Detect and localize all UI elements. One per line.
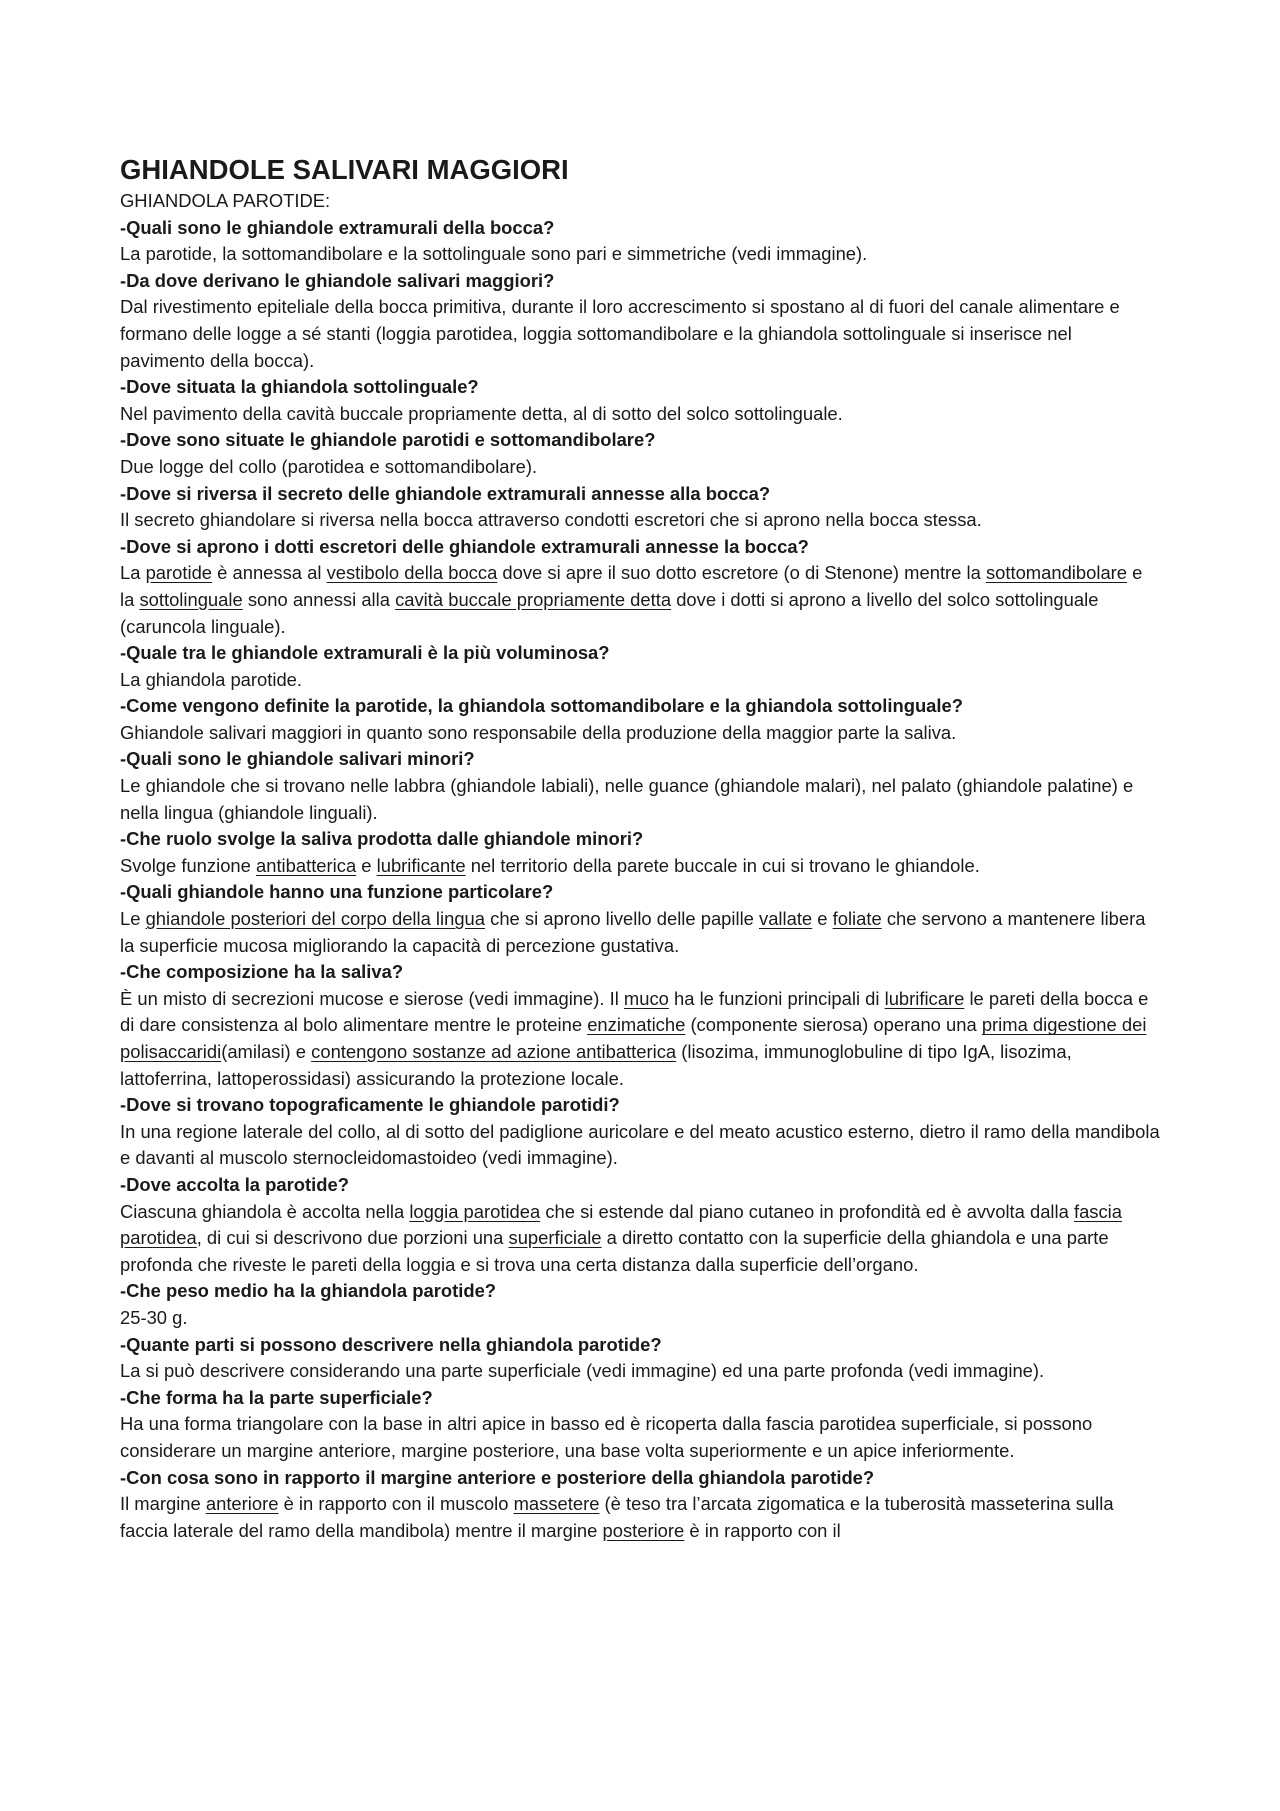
underlined-term: massetere (513, 1493, 600, 1515)
answer-text: nel territorio della parete buccale in cui si trovano le ghiandole. (465, 854, 980, 876)
question: -Dove si trovano topograficamente le ghiandole parotidi? (120, 1094, 620, 1116)
underlined-term: posteriore (602, 1519, 685, 1541)
answer-text: è in rapporto con il muscolo (278, 1493, 514, 1515)
answer-text: che si aprono livello delle papille (485, 908, 759, 930)
answer (120, 454, 1160, 481)
answer-text: (lisozima, immunoglobuline di tipo IgA, lisozima, lattoferrina, lattoperossidasi) assicurando la protezione locale. (120, 1041, 1072, 1089)
question: -Quali ghiandole hanno una funzione particolare? (120, 881, 554, 903)
answer-text: è in rapporto con il (684, 1519, 841, 1541)
answer-text: (amilasi) e (221, 1041, 312, 1062)
answer-text: e (812, 908, 833, 930)
underlined-term: antibatterica (255, 854, 357, 876)
answer-text: Ghiandole salivari maggiori in quanto sono responsabile della produzione della maggior parte la saliva. (120, 721, 957, 743)
question: -Quante parti si possono descrivere nella ghiandola parotide? (120, 1333, 662, 1355)
section-subtitle: GHIANDOLA PAROTIDE: (120, 190, 331, 211)
answer-text: Il secreto ghiandolare si riversa nella bocca attraverso condotti escretori che si aprono nella bocca stessa. (120, 509, 982, 531)
question: -Con cosa sono in rapporto il margine anteriore e posteriore della ghiandola parotide? (120, 1466, 875, 1488)
answer-text: sono annessi alla (242, 588, 396, 610)
answer-text: Due logge del collo (parotidea e sottomandibolare). (120, 455, 538, 477)
qa-list (120, 215, 1160, 1545)
answer-text: Ciascuna ghiandola è accolta nella (120, 1200, 410, 1222)
underlined-term: loggia parotidea (409, 1200, 541, 1222)
answer-text: In una regione laterale del collo, al di sotto del padiglione auricolare e del meato acustico esterno, dietro il ramo della mandibola e davanti al muscolo sternocleidomastoideo (vedi immagine). (120, 1120, 1160, 1169)
underlined-term: vallate (759, 908, 813, 930)
answer (120, 1119, 1160, 1172)
document-page (120, 152, 1160, 1544)
answer (120, 1305, 1160, 1332)
answer-text: È un misto di secrezioni mucose e sierose (vedi immagine). Il (120, 987, 624, 1009)
answer (120, 507, 1160, 534)
underlined-term: enzimatiche (587, 1014, 686, 1036)
answer-text: (componente sierosa) operano una (685, 1014, 982, 1036)
answer-text: e la (120, 562, 1143, 610)
underlined-term: lubrificante (376, 854, 466, 876)
answer-text: Le (120, 908, 146, 930)
question: -Che forma ha la parte superficiale? (120, 1386, 433, 1408)
answer (120, 906, 1160, 959)
answer (120, 853, 1160, 880)
question: -Dove sono situate le ghiandole parotidi e sottomandibolare? (120, 429, 656, 451)
underlined-term: foliate (832, 908, 882, 930)
underlined-term: parotide (145, 562, 213, 584)
question: -Dove accolta la parotide? (120, 1173, 349, 1195)
answer-text: , di cui si descrivono due porzioni una (196, 1227, 509, 1249)
answer-text: a diretto contatto con la superficie della ghiandola e una parte profonda che riveste le pareti della loggia e si trova una certa distanza dalla superficie dell’organo. (120, 1227, 1109, 1275)
answer-text: Nel pavimento della cavità buccale propriamente detta, al di sotto del solco sottolinguale. (120, 402, 843, 424)
question: -Quali sono le ghiandole extramurali della bocca? (120, 216, 555, 238)
underlined-term: muco (623, 987, 669, 1009)
answer-text: 25-30 g. (120, 1306, 188, 1328)
answer-text: Le ghiandole che si trovano nelle labbra (ghiandole labiali), nelle guance (ghiandole malari), nel palato (ghiandole palatine) e nella lingua (ghiandole linguali). (120, 775, 1134, 823)
answer-text: e (356, 854, 377, 876)
answer-text: le pareti della bocca e di dare consistenza al bolo alimentare mentre le proteine (120, 987, 1149, 1036)
question: -Come vengono definite la parotide, la ghiandola sottomandibolare e la ghiandola sottolinguale? (120, 695, 963, 717)
answer-text: è annessa al (212, 562, 327, 584)
underlined-term: vestibolo della bocca (326, 562, 498, 584)
underlined-term: fascia parotidea (120, 1200, 1122, 1249)
answer (120, 667, 1160, 694)
question: -Da dove derivano le ghiandole salivari maggiori? (120, 269, 555, 291)
underlined-term: ghiandole posteriori del corpo della lingua (145, 908, 486, 930)
underlined-term: anteriore (205, 1493, 279, 1515)
question: -Che peso medio ha la ghiandola parotide? (120, 1280, 497, 1302)
page-title: GHIANDOLE SALIVARI MAGGIORI (120, 154, 569, 185)
underlined-term: contengono sostanze ad azione antibatterica (311, 1041, 677, 1062)
question: -Dove si aprono i dotti escretori delle ghiandole extramurali annesse la bocca? (120, 535, 809, 557)
answer (120, 401, 1160, 428)
underlined-term: sottolinguale (139, 588, 243, 610)
answer-text: Ha una forma triangolare con la base in altri apice in basso ed è ricoperta dalla fascia parotidea superficiale, si possono considerare un margine anteriore, margine posteriore, una base volta superiormente e un apice inferiormente. (120, 1413, 1093, 1461)
answer-text: La ghiandola parotide. (120, 668, 303, 690)
question: -Quali sono le ghiandole salivari minori? (120, 748, 475, 770)
question: -Dove situata la ghiandola sottolinguale? (120, 376, 479, 398)
answer (120, 241, 1160, 268)
question: -Che composizione ha la saliva? (120, 961, 404, 983)
underlined-term: prima digestione dei polisaccaridi (120, 1014, 1147, 1062)
underlined-term: cavità buccale propriamente detta (395, 588, 672, 610)
answer (120, 1358, 1160, 1385)
answer-text: Svolge funzione (120, 854, 256, 876)
underlined-term: superficiale (508, 1227, 602, 1249)
answer-text: (è teso tra l’arcata zigomatica e la tuberosità masseterina sulla faccia laterale del ramo della mandibola) mentre il margine (120, 1493, 1114, 1541)
answer-text: che servono a mantenere libera la superficie mucosa migliorando la capacità di percezione gustativa. (120, 908, 1146, 956)
answer (120, 294, 1160, 374)
answer-text: La parotide, la sottomandibolare e la sottolinguale sono pari e simmetriche (vedi immagine). (120, 243, 868, 265)
answer (120, 720, 1160, 747)
answer (120, 986, 1160, 1092)
answer-text: Il margine (120, 1493, 206, 1515)
answer (120, 773, 1160, 826)
answer (120, 560, 1160, 640)
question: -Che ruolo svolge la saliva prodotta dalle ghiandole minori? (120, 828, 644, 850)
answer (120, 1411, 1160, 1464)
question: -Dove si riversa il secreto delle ghiandole extramurali annesse alla bocca? (120, 482, 771, 504)
answer-text: Dal rivestimento epiteliale della bocca primitiva, durante il loro accrescimento si spostano al di fuori del canale alimentare e formano delle logge a sé stanti (loggia parotidea, loggia sottomandibolare e la ghiandola sottolinguale si inserisce nel pavimento della bocca). (120, 296, 1120, 371)
underlined-term: lubrificare (884, 987, 965, 1009)
underlined-term: sottomandibolare (985, 562, 1128, 584)
answer-text: ha le funzioni principali di (668, 987, 885, 1009)
answer-text: dove i dotti si aprono a livello del solco sottolinguale (caruncola linguale). (120, 588, 1099, 637)
answer (120, 1491, 1160, 1544)
answer (120, 1199, 1160, 1279)
answer-text: dove si apre il suo dotto escretore (o di Stenone) mentre la (497, 562, 986, 584)
answer-text: La si può descrivere considerando una parte superficiale (vedi immagine) ed una parte profonda (vedi immagine). (120, 1360, 1045, 1382)
answer-text: che si estende dal piano cutaneo in profondità ed è avvolta dalla (540, 1200, 1074, 1222)
question: -Quale tra le ghiandole extramurali è la più voluminosa? (120, 642, 610, 664)
answer-text: La (120, 562, 146, 584)
